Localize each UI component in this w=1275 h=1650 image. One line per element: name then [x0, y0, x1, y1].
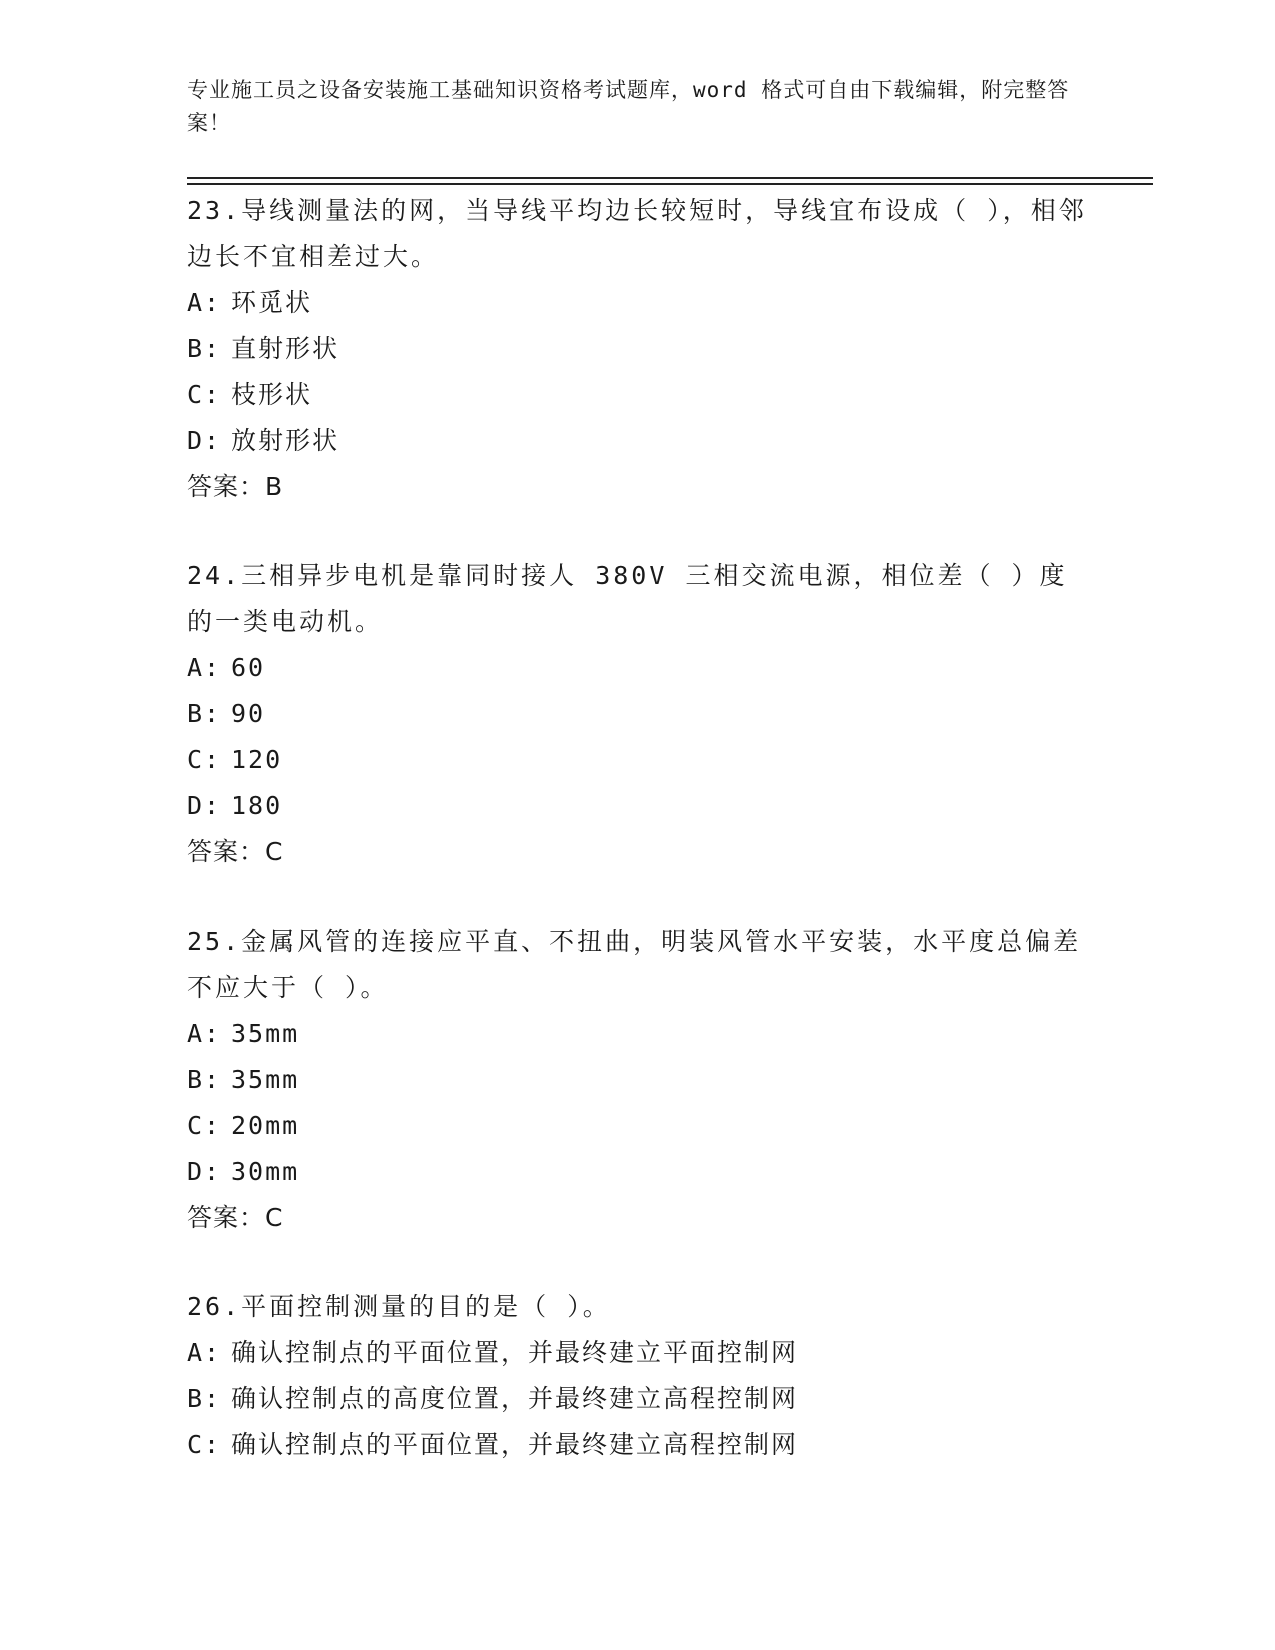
option-letter: D:: [187, 1157, 222, 1186]
option-d: [187, 783, 1087, 829]
option-text: 180: [231, 791, 283, 820]
option-c: [187, 737, 1087, 783]
option-text: 确认控制点的平面位置，并最终建立平面控制网: [231, 1338, 799, 1367]
option-b: [187, 1057, 1087, 1103]
option-text: 环觅状: [231, 288, 313, 317]
document-header: 专业施工员之设备安装施工基础知识资格考试题库，word 格式可自由下载编辑，附完整答案！: [187, 78, 1070, 135]
answer-line: 答案：B: [187, 472, 284, 501]
option-letter: B:: [187, 699, 222, 728]
option-text: 35mm: [231, 1019, 300, 1048]
option-letter: A:: [187, 653, 222, 682]
header-divider-top: [187, 177, 1153, 179]
option-d: [187, 1149, 1087, 1195]
option-a: [187, 280, 1087, 326]
option-letter: C:: [187, 1430, 222, 1459]
question-text: 26.平面控制测量的目的是（ ）。: [187, 1292, 611, 1321]
option-text: 20mm: [231, 1111, 300, 1140]
option-text: 枝形状: [231, 380, 313, 409]
option-letter: D:: [187, 426, 222, 455]
option-letter: C:: [187, 745, 222, 774]
option-text: 30mm: [231, 1157, 300, 1186]
option-letter: B:: [187, 1384, 222, 1413]
option-letter: C:: [187, 1111, 222, 1140]
option-letter: A:: [187, 1338, 222, 1367]
answer-line: 答案：C: [187, 837, 284, 866]
question-25: [187, 919, 1087, 1241]
question-text: 23.导线测量法的网，当导线平均边长较短时，导线宜布设成（ ），相邻边长不宜相差过大。: [187, 196, 1087, 271]
header-divider-bottom: [187, 183, 1153, 185]
option-letter: A:: [187, 1019, 222, 1048]
option-text: 确认控制点的高度位置，并最终建立高程控制网: [231, 1384, 799, 1413]
option-text: 放射形状: [231, 426, 340, 455]
option-letter: D:: [187, 791, 222, 820]
question-23: [187, 188, 1087, 510]
question-24: [187, 553, 1087, 875]
question-text: 25.金属风管的连接应平直、不扭曲，明装风管水平安装，水平度总偏差不应大于（ ）。: [187, 927, 1082, 1002]
option-text: 确认控制点的平面位置，并最终建立高程控制网: [231, 1430, 799, 1459]
option-text: 直射形状: [231, 334, 340, 363]
option-b: [187, 326, 1087, 372]
option-c: [187, 1103, 1087, 1149]
option-a: [187, 1011, 1087, 1057]
option-b: [187, 691, 1087, 737]
option-text: 60: [231, 653, 266, 682]
option-b: [187, 1376, 1087, 1422]
option-d: [187, 418, 1087, 464]
option-letter: B:: [187, 1065, 222, 1094]
option-a: [187, 1330, 1087, 1376]
option-letter: C:: [187, 380, 222, 409]
option-text: 35mm: [231, 1065, 300, 1094]
option-c: [187, 372, 1087, 418]
option-a: [187, 645, 1087, 691]
option-text: 120: [231, 745, 283, 774]
option-letter: A:: [187, 288, 222, 317]
option-text: 90: [231, 699, 266, 728]
option-letter: B:: [187, 334, 222, 363]
answer-line: 答案：C: [187, 1203, 284, 1232]
question-26: [187, 1284, 1087, 1468]
question-text: 24.三相异步电机是靠同时接人 380V 三相交流电源，相位差（ ）度的一类电动机。: [187, 561, 1068, 636]
option-c: [187, 1422, 1087, 1468]
